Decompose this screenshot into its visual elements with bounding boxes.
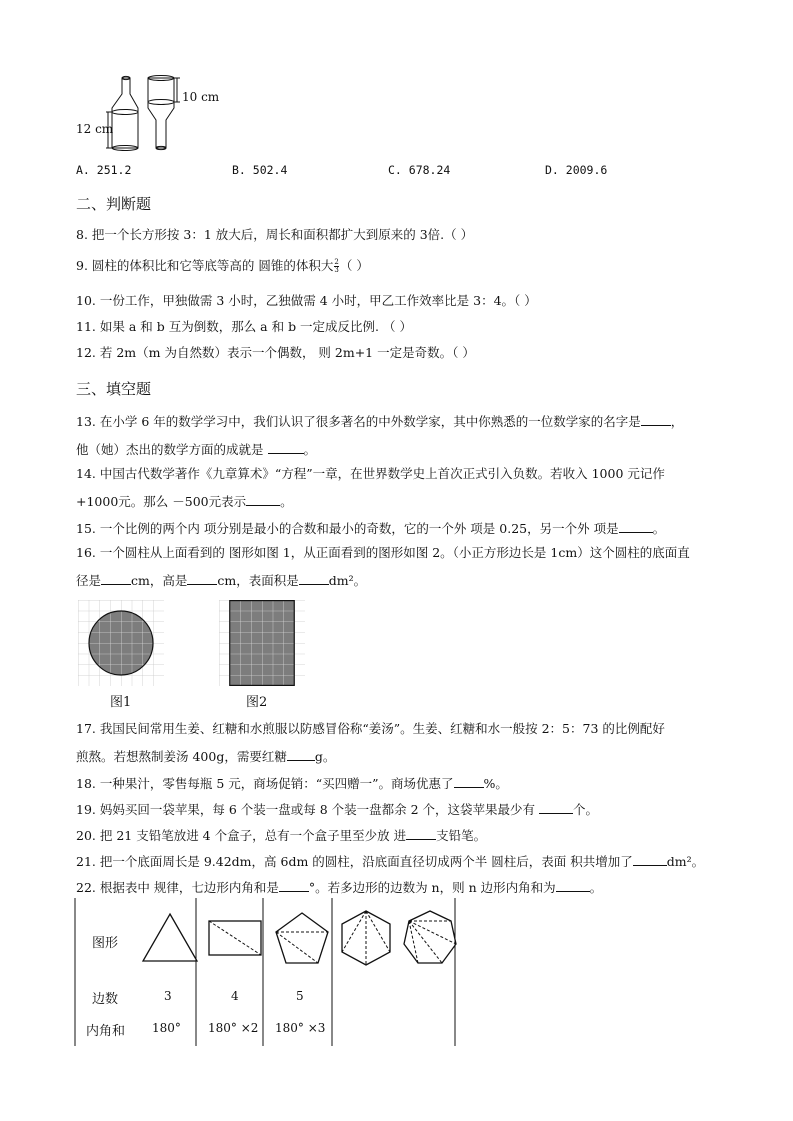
blank-15[interactable] [619, 519, 653, 533]
question-21: 21. 把一个底面周长是 9.42dm，高 6dm 的圆柱，沿底面直径切成两个半 圆柱后，表面 积共增加了 dm²。 [76, 854, 705, 869]
table-angles-quadrilateral: 180° ×2 [208, 1021, 259, 1035]
option-c: C. 678.24 [388, 163, 451, 177]
question-9-text: 9. 圆柱的体积比和它等底等高的 圆锥的体积大 [76, 258, 334, 273]
figure-1-caption: 图1 [110, 695, 132, 710]
table-row-label-shape: 图形 [92, 936, 119, 951]
blank-14[interactable] [246, 492, 280, 506]
blank-18[interactable] [454, 774, 484, 788]
question-13-line1: 13. 在小学 6 年的数学学习中，我们认识了很多著名的中外数学家，其中你熟悉的一位数学家的名字是 ， [76, 414, 684, 429]
question-18: 18. 一种果汁，零售每瓶 5 元，商场促销：“买四赠一”。商场优惠了 %。 [76, 776, 508, 791]
blank-16a[interactable] [101, 571, 131, 585]
table-row-label-sides: 边数 [92, 992, 119, 1007]
fraction-two-thirds: $\frac{2}{3}$ [334, 258, 339, 274]
table-row-label-angles: 内角和 [86, 1024, 126, 1039]
section-title-judgement: 二、判断题 [76, 195, 152, 213]
question-11: 11. 如果 a 和 b 互为倒数，那么 a 和 b 一定成反比例. （ ） [76, 319, 412, 334]
blank-17[interactable] [287, 747, 315, 761]
option-d: D. 2009.6 [545, 163, 608, 177]
option-b: B. 502.4 [232, 163, 288, 177]
question-16-line1: 16. 一个圆柱从上面看到的 图形如图 1，从正面看到的图形如图 2。（小正方形边长是 1cm）这个圆柱的底面直 [76, 545, 690, 560]
question-14-line2: +1000元。那么 －500元表示 。 [76, 494, 293, 509]
table-angles-pentagon: 180° ×3 [275, 1021, 326, 1035]
table-sides-4: 4 [231, 989, 239, 1003]
hexagon-shape [336, 908, 396, 968]
blank-13b[interactable] [268, 440, 304, 454]
figure-2-rectangle-grid [219, 600, 305, 686]
blank-20[interactable] [406, 826, 436, 840]
table-angles-triangle: 180° [152, 1021, 181, 1035]
blank-13a[interactable] [641, 412, 671, 426]
question-14-line1: 14. 中国古代数学著作《九章算术》“方程”一章，在世界数学史上首次正式引入负数。若收入 1000 元记作 [76, 466, 665, 481]
question-20: 20. 把 21 支铅笔放进 4 个盒子，总有一个盒子里至少放 进 支铅笔。 [76, 828, 487, 843]
heptagon-shape [400, 908, 460, 968]
figure-2-caption: 图2 [246, 695, 268, 710]
blank-16b[interactable] [187, 571, 217, 585]
question-16-line2: 径是 cm，高是 cm，表面积是 dm²。 [76, 573, 367, 588]
table-sides-3: 3 [164, 989, 172, 1003]
figure-1-circle-grid [78, 600, 164, 686]
blank-22a[interactable] [279, 878, 309, 892]
pentagon-shape [272, 910, 332, 966]
blank-16c[interactable] [299, 571, 329, 585]
question-10: 10. 一份工作，甲独做需 3 小时，乙独做需 4 小时，甲乙工作效率比是 3：4。（ ） [76, 293, 537, 308]
option-a: A. 251.2 [76, 163, 132, 177]
question-9 [76, 258, 369, 274]
question-17-line2: 煎熬。若想熬制姜汤 400g，需要红糖 g。 [76, 749, 336, 764]
question-19: 19. 妈妈买回一袋苹果，每 6 个装一盘或每 8 个装一盘都余 2 个，这袋苹果最少有 个。 [76, 802, 599, 817]
bottle-cylinder-figure [76, 72, 226, 152]
question-17-line1: 17. 我国民间常用生姜、红糖和水煎服以防感冒俗称“姜汤”。生姜、红糖和水一般按 2：5：73 的比例配好 [76, 721, 665, 736]
blank-21[interactable] [633, 852, 667, 866]
rectangle-shape [206, 918, 264, 958]
question-9-bracket: （ ） [339, 258, 369, 273]
question-12: 12. 若 2m（m 为自然数）表示一个偶数， 则 2m+1 一定是奇数。（ ） [76, 345, 475, 360]
question-22: 22. 根据表中 规律，七边形内角和是 °。若多边形的边数为 n，则 n 边形内角和为 。 [76, 880, 603, 895]
label-10cm: 10 cm [182, 90, 220, 104]
blank-22b[interactable] [556, 878, 590, 892]
triangle-shape [140, 912, 200, 964]
blank-19[interactable] [539, 800, 573, 814]
label-12cm: 12 cm [76, 122, 114, 136]
question-15: 15. 一个比例的两个内 项分别是最小的合数和最小的奇数，它的一个外 项是 0.25，另一个外 项是 。 [76, 521, 666, 536]
question-8: 8. 把一个长方形按 3：1 放大后，周长和面积都扩大到原来的 3倍.（ ） [76, 227, 474, 242]
section-title-fill-blank: 三、填空题 [76, 380, 152, 398]
question-13-line2: 他（她）杰出的数学方面的成就是 。 [76, 442, 317, 457]
table-sides-5: 5 [296, 989, 304, 1003]
